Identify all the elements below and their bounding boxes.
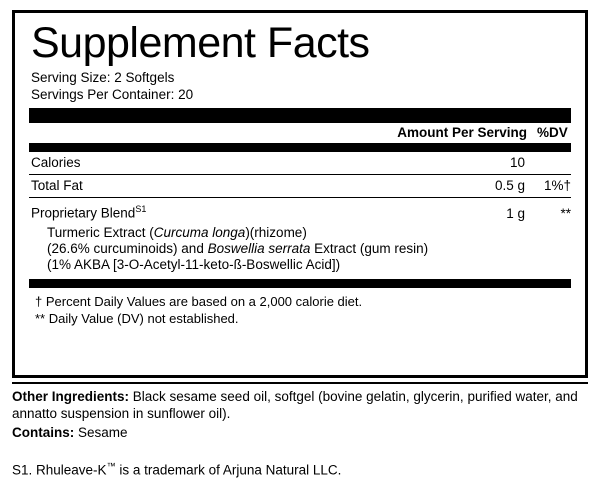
other-ingredients-label: Other Ingredients: [12, 389, 130, 404]
daily-value-header: %DV [537, 125, 568, 140]
contains-statement [12, 424, 588, 441]
section-divider [12, 382, 588, 384]
medium-divider [29, 143, 571, 152]
supplement-facts-panel [12, 10, 588, 378]
nutrient-dv: 1%† [543, 178, 571, 193]
blend-ingredient [47, 225, 571, 241]
medium-divider-bottom [29, 279, 571, 288]
blend-superscript: S1 [135, 204, 147, 214]
nutrient-amount: 0.5 g [494, 178, 525, 193]
ingredient-text-tail: )(rhizome) [245, 224, 307, 240]
ingredient-text-tail: Extract (gum resin) [310, 240, 429, 256]
other-ingredients [12, 388, 588, 422]
contains-text: Sesame [74, 425, 128, 440]
blend-dv: ** [560, 205, 571, 221]
amount-per-serving-header: Amount Per Serving [397, 125, 527, 140]
ingredient-text: Turmeric Extract ( [47, 224, 154, 240]
contains-label: Contains: [12, 425, 75, 440]
ingredient-latin-name: Curcuma longa [153, 224, 246, 240]
thick-divider-top [29, 108, 571, 123]
column-headers [29, 123, 571, 143]
table-row [29, 152, 571, 174]
trademark-post: is a trademark of Arjuna Natural LLC. [115, 462, 342, 478]
blend-amount: 1 g [506, 205, 525, 221]
other-ingredients-text: Black sesame seed oil, softgel (bovine gelatin, glycerin, purified water, and annatto suspension in sunflower oil). [12, 389, 578, 421]
nutrient-name: Total Fat [31, 178, 83, 193]
ingredient-text: (26.6% curcuminoids) and [47, 240, 208, 256]
blend-label: Proprietary Blend [31, 205, 136, 221]
footnote-double-asterisk: ** Daily Value (DV) not established. [35, 310, 239, 326]
footnote-dagger: † Percent Daily Values are based on a 2,000 calorie diet. [35, 293, 363, 309]
ingredient-latin-name: Boswellia serrata [207, 240, 311, 256]
below-panel-text [12, 382, 588, 479]
trademark-note [12, 458, 588, 479]
ingredient-text: (1% AKBA [3-O-Acetyl-11-keto-ß-Boswellic Acid]) [47, 256, 341, 272]
nutrient-name: Calories [31, 155, 81, 170]
servings-per-container: Servings Per Container: 20 [31, 87, 194, 102]
trademark-symbol: ™ [106, 461, 116, 471]
proprietary-blend-row [29, 198, 571, 225]
nutrient-amount: 10 [509, 155, 525, 170]
trademark-pre: S1. Rhuleave-K [12, 462, 107, 478]
table-row [29, 175, 571, 197]
serving-size: Serving Size: 2 Softgels [31, 70, 175, 85]
blend-ingredient [47, 257, 571, 273]
blend-name [31, 201, 485, 222]
blend-ingredient [47, 241, 571, 257]
footnotes [29, 288, 571, 327]
panel-title: Supplement Facts [31, 19, 370, 67]
